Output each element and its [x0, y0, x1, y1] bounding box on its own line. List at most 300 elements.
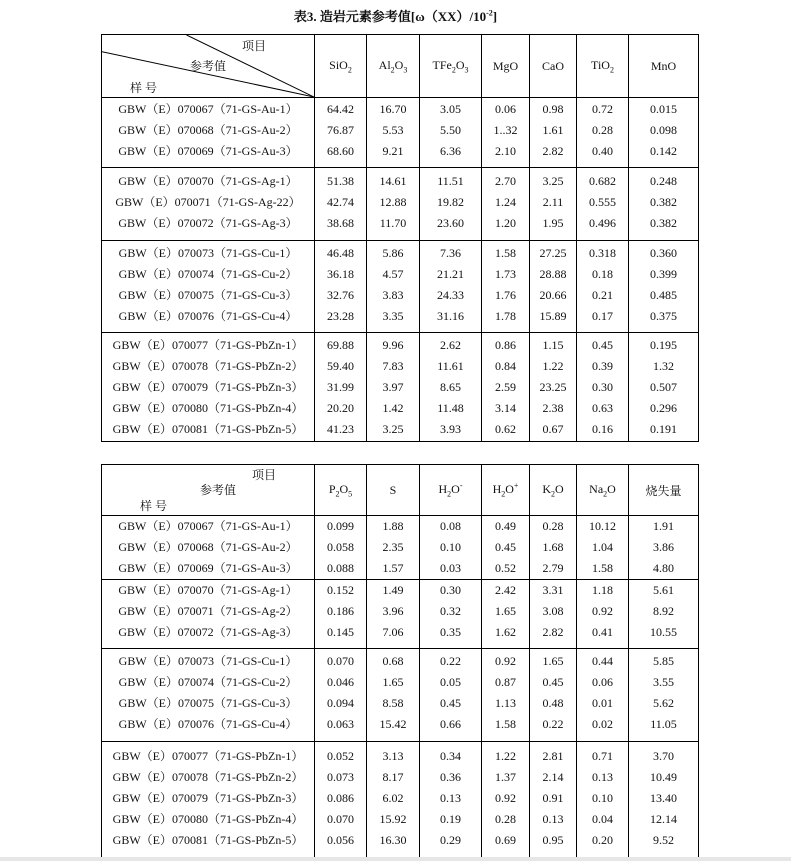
sample-id: GBW（E）070074（71-GS-Cu-2） [118, 675, 298, 689]
sample-id: GBW（E）070073（71-GS-Cu-1） [118, 654, 298, 668]
column-header [315, 35, 367, 98]
value: 10.49 [650, 770, 677, 784]
subscript: 2 [447, 489, 452, 499]
value-cell [482, 333, 530, 442]
value: 42.74 [327, 195, 354, 209]
sample-id: GBW（E）070077（71-GS-PbZn-1） [112, 338, 304, 352]
value: 0.44 [592, 654, 613, 668]
value: 0.67 [542, 422, 564, 436]
value-cell [367, 580, 420, 649]
value-cell [367, 98, 420, 168]
formula-part: MnO [650, 58, 677, 73]
value: 0.555 [589, 195, 616, 209]
value: 0.02 [592, 717, 613, 731]
value: 0.72 [592, 102, 613, 116]
value: 9.96 [382, 338, 404, 352]
value: 3.55 [653, 675, 674, 689]
value: 0.399 [650, 267, 677, 281]
value: 0.186 [327, 604, 354, 618]
value-cell [577, 333, 629, 442]
formula-part: SiO [329, 57, 348, 72]
value: 0.32 [440, 604, 461, 618]
column-header [577, 465, 629, 516]
diagonal-header-cell [102, 35, 315, 98]
value-cell [420, 649, 482, 742]
formula-part: TFe [432, 57, 452, 72]
value: 0.03 [440, 561, 461, 575]
header-label-sample: 样 号 [130, 81, 158, 95]
value: 0.063 [327, 717, 354, 731]
value: 0.92 [495, 791, 516, 805]
value: 0.40 [592, 144, 613, 158]
subscript: 5 [348, 489, 353, 499]
value: 3.86 [653, 540, 674, 554]
column-header [577, 35, 629, 98]
value-cell [315, 742, 367, 859]
value-cell [530, 168, 577, 241]
diagonal-header-cell [102, 465, 315, 516]
value: 0.08 [440, 519, 461, 533]
value: 1.57 [382, 561, 404, 575]
value: 4.57 [382, 267, 404, 281]
value: 1.32 [653, 359, 674, 373]
value: 1.65 [495, 604, 516, 618]
value: 0.06 [592, 675, 613, 689]
subscript: 2 [451, 65, 456, 75]
column-header [367, 35, 420, 98]
sample-group-row [102, 168, 699, 241]
value: 11.61 [437, 359, 464, 373]
value: 0.099 [327, 519, 354, 533]
value: 6.02 [382, 791, 404, 805]
value: 3.35 [382, 309, 404, 323]
value: 0.318 [589, 246, 616, 260]
value-cell [629, 98, 699, 168]
value: 0.13 [542, 812, 564, 826]
subscript: 2 [603, 489, 608, 499]
value: 0.06 [495, 102, 516, 116]
value: 0.098 [650, 123, 677, 137]
sample-id-cell [102, 580, 315, 649]
page-bottom-edge [0, 857, 791, 861]
column-header [482, 465, 530, 516]
sample-id: GBW（E）070070（71-GS-Ag-1） [118, 583, 298, 597]
value: 0.68 [382, 654, 404, 668]
subscript: 2 [335, 489, 340, 499]
value: 0.39 [592, 359, 613, 373]
formula-part: O [394, 57, 404, 72]
value: 0.69 [495, 833, 516, 847]
value: 19.82 [437, 195, 464, 209]
value-cell [482, 98, 530, 168]
value: 0.507 [650, 380, 677, 394]
value-cell [367, 333, 420, 442]
value: 0.16 [592, 422, 613, 436]
formula-part: TiO [591, 57, 610, 72]
value: 0.91 [542, 791, 564, 805]
value: 1.15 [542, 338, 564, 352]
value-cell [629, 516, 699, 580]
value-cell [530, 333, 577, 442]
value: 38.68 [327, 216, 354, 230]
value: 20.20 [327, 401, 354, 415]
value: 2.38 [542, 401, 564, 415]
value: 8.58 [382, 696, 404, 710]
subscript: + [513, 481, 519, 491]
value: 76.87 [327, 123, 354, 137]
value: 12.14 [650, 812, 677, 826]
column-header [482, 35, 530, 98]
value: 0.296 [650, 401, 677, 415]
subscript: 3 [464, 65, 469, 75]
sample-id: GBW（E）070075（71-GS-Cu-3） [118, 696, 298, 710]
value: 1.61 [542, 123, 564, 137]
value: 0.10 [592, 791, 613, 805]
value: 0.20 [592, 833, 613, 847]
value-cell [367, 241, 420, 333]
subscript: 3 [403, 65, 408, 75]
value: 1.91 [653, 519, 674, 533]
value-cell [367, 168, 420, 241]
sample-group-row [102, 649, 699, 742]
value: 5.86 [382, 246, 404, 260]
value-cell [629, 580, 699, 649]
value: 3.05 [440, 102, 461, 116]
subscript: 2 [551, 489, 555, 499]
value: 0.01 [592, 696, 613, 710]
value: 1.04 [592, 540, 613, 554]
value: 51.38 [327, 174, 354, 188]
sample-id: GBW（E）070078（71-GS-PbZn-2） [112, 359, 304, 373]
value: 0.046 [327, 675, 354, 689]
value-cell [420, 516, 482, 580]
value: 3.97 [382, 380, 404, 394]
value: 2.14 [542, 770, 564, 784]
value: 12.88 [379, 195, 407, 209]
value: 0.34 [440, 749, 461, 763]
sample-id: GBW（E）070080（71-GS-PbZn-4） [112, 401, 304, 415]
sample-id-cell [102, 241, 315, 333]
sample-id-cell [102, 333, 315, 442]
value: 1.37 [495, 770, 516, 784]
value: 36.18 [327, 267, 354, 281]
header-label-sample: 样 号 [140, 499, 168, 513]
sample-group-row [102, 580, 699, 649]
value: 2.62 [440, 338, 461, 352]
value-cell [315, 580, 367, 649]
value: 14.61 [379, 174, 407, 188]
sample-id: GBW（E）070069（71-GS-Au-3） [118, 144, 298, 158]
sample-group-row [102, 98, 699, 168]
value: 0.496 [589, 216, 616, 230]
column-header [315, 465, 367, 516]
value-cell [367, 649, 420, 742]
value: 0.30 [440, 583, 461, 597]
value: 9.52 [653, 833, 674, 847]
value: 0.382 [650, 216, 677, 230]
sample-id: GBW（E）070077（71-GS-PbZn-1） [112, 749, 304, 763]
value: 1.78 [495, 309, 516, 323]
value-cell [577, 742, 629, 859]
value: 10.55 [650, 625, 677, 639]
subscript: 2 [390, 65, 395, 75]
value: 2.81 [542, 749, 564, 763]
value: 1.62 [495, 625, 516, 639]
sample-group-row [102, 241, 699, 333]
value: 0.66 [440, 717, 461, 731]
sample-id: GBW（E）070079（71-GS-PbZn-3） [112, 791, 304, 805]
value: 0.29 [440, 833, 461, 847]
value-cell [530, 241, 577, 333]
sample-id: GBW（E）070068（71-GS-Au-2） [118, 540, 298, 554]
value: 0.30 [592, 380, 613, 394]
value: 15.89 [539, 309, 567, 323]
value: 0.058 [327, 540, 354, 554]
value: 7.06 [382, 625, 404, 639]
value-cell [577, 98, 629, 168]
value: 0.682 [589, 174, 616, 188]
value: 0.92 [495, 654, 516, 668]
value-cell [315, 649, 367, 742]
value-cell [420, 333, 482, 442]
sample-id: GBW（E）070071（71-GS-Ag-22） [115, 195, 301, 209]
column-header [530, 35, 577, 98]
subscript: 2 [347, 65, 352, 75]
value: 15.42 [379, 717, 407, 731]
sample-id: GBW（E）070081（71-GS-PbZn-5） [112, 422, 304, 436]
value: 1.49 [382, 583, 404, 597]
value-cell [577, 649, 629, 742]
sample-id: GBW（E）070075（71-GS-Cu-3） [118, 288, 298, 302]
value: 41.23 [327, 422, 354, 436]
value: 0.62 [495, 422, 516, 436]
value-cell [577, 516, 629, 580]
value: 0.056 [327, 833, 354, 847]
formula-part: K [542, 481, 551, 496]
formula-part: O [505, 482, 514, 497]
value: 0.094 [327, 696, 354, 710]
value: 0.17 [592, 309, 613, 323]
value: 0.22 [440, 654, 461, 668]
value: 2.82 [542, 625, 564, 639]
value: 0.87 [495, 675, 516, 689]
value: 0.142 [650, 144, 677, 158]
value: 32.76 [327, 288, 354, 302]
value: 21.21 [437, 267, 464, 281]
sample-id: GBW（E）070070（71-GS-Ag-1） [118, 174, 298, 188]
sample-id: GBW（E）070073（71-GS-Cu-1） [118, 246, 298, 260]
sample-id-cell [102, 516, 315, 580]
value: 1.73 [495, 267, 516, 281]
value: 0.48 [542, 696, 564, 710]
value: 0.070 [327, 654, 354, 668]
value: 2.35 [382, 540, 404, 554]
value-cell [530, 580, 577, 649]
value: 0.485 [650, 288, 677, 302]
value-cell [482, 580, 530, 649]
value: 0.95 [542, 833, 564, 847]
value-cell [315, 98, 367, 168]
value: 0.191 [650, 422, 677, 436]
value-cell [577, 580, 629, 649]
value: 16.70 [379, 102, 407, 116]
value: 0.088 [327, 561, 354, 575]
value: 23.60 [437, 216, 464, 230]
value: 1.65 [382, 675, 404, 689]
value: 0.71 [592, 749, 613, 763]
value: 2.11 [542, 195, 564, 209]
value: 23.25 [539, 380, 567, 394]
value: 20.66 [539, 288, 567, 302]
value: 0.375 [650, 309, 677, 323]
column-header [420, 35, 482, 98]
value: 2.10 [495, 144, 516, 158]
value: 10.12 [589, 519, 616, 533]
value: 0.86 [495, 338, 516, 352]
column-header [420, 465, 482, 516]
value: 0.360 [650, 246, 677, 260]
value: 69.88 [327, 338, 354, 352]
value: 11.05 [650, 717, 677, 731]
column-header [629, 35, 699, 98]
header-row [102, 35, 699, 98]
value: 8.65 [440, 380, 461, 394]
header-label-item: 项目 [242, 39, 267, 53]
formula-part: 烧失量 [645, 483, 682, 498]
value: 1.58 [495, 717, 516, 731]
value-cell [530, 649, 577, 742]
value: 0.98 [542, 102, 564, 116]
value: 0.18 [592, 267, 613, 281]
value-cell [420, 580, 482, 649]
sample-id: GBW（E）070068（71-GS-Au-2） [118, 123, 298, 137]
value: 0.35 [440, 625, 461, 639]
major-elements-table-2 [101, 464, 699, 859]
value-cell [482, 168, 530, 241]
value-cell [577, 168, 629, 241]
value: 1.58 [592, 561, 613, 575]
header-row [102, 465, 699, 516]
table-caption: 表3. 造岩元素参考值$[\omega(XX)/10^{-2}]$ [293, 8, 498, 24]
column-header [367, 465, 420, 516]
value: 0.28 [592, 123, 613, 137]
value: 7.36 [440, 246, 461, 260]
formula-part: MgO [492, 58, 519, 73]
value-cell [315, 241, 367, 333]
value-cell [629, 333, 699, 442]
value: 4.80 [653, 561, 674, 575]
value: 0.152 [327, 583, 354, 597]
value: 0.36 [440, 770, 461, 784]
value: 1.42 [382, 401, 404, 415]
value: 0.45 [592, 338, 613, 352]
value: 3.13 [382, 749, 404, 763]
sample-group-row [102, 516, 699, 580]
value: 5.62 [653, 696, 674, 710]
value: 1.68 [542, 540, 564, 554]
value: 3.93 [440, 422, 461, 436]
value: 28.88 [539, 267, 567, 281]
value-cell [482, 516, 530, 580]
formula-part: S [389, 482, 397, 497]
sample-id: GBW（E）070078（71-GS-PbZn-2） [112, 770, 304, 784]
formula-part: P [328, 481, 336, 496]
sample-id: GBW（E）070076（71-GS-Cu-4） [118, 309, 298, 323]
formula-part: O [607, 481, 616, 496]
sample-id: GBW（E）070072（71-GS-Ag-3） [118, 216, 298, 230]
value: 23.28 [327, 309, 354, 323]
value: 0.84 [495, 359, 516, 373]
value: 0.04 [592, 812, 613, 826]
column-header [530, 465, 577, 516]
value: 1.88 [382, 519, 404, 533]
value: 0.13 [592, 770, 613, 784]
formula-part: O [451, 482, 460, 497]
value: 0.28 [542, 519, 564, 533]
column-header [629, 465, 699, 516]
sample-id: GBW（E）070067（71-GS-Au-1） [118, 102, 298, 116]
value-cell [629, 742, 699, 859]
value: 0.45 [495, 540, 516, 554]
formula-part: O [555, 481, 564, 496]
sample-id: GBW（E）070074（71-GS-Cu-2） [118, 267, 298, 281]
value: 0.05 [440, 675, 461, 689]
value: 3.25 [382, 422, 404, 436]
value: 0.10 [440, 540, 461, 554]
value: 0.073 [327, 770, 354, 784]
value: 9.21 [382, 144, 404, 158]
formula-part: Na [589, 481, 604, 496]
value: 3.25 [542, 174, 564, 188]
value: 2.59 [495, 380, 516, 394]
value-cell [629, 168, 699, 241]
sample-id: GBW（E）070071（71-GS-Ag-2） [118, 604, 298, 618]
sample-id: GBW（E）070072（71-GS-Ag-3） [118, 625, 298, 639]
value: 0.22 [542, 717, 564, 731]
value: 1.58 [495, 246, 516, 260]
value: 31.16 [437, 309, 464, 323]
value: 5.50 [440, 123, 461, 137]
sample-id: GBW（E）070067（71-GS-Au-1） [118, 519, 298, 533]
subscript: 2 [609, 65, 614, 75]
value-cell [530, 516, 577, 580]
value: 8.17 [382, 770, 404, 784]
value-cell [315, 333, 367, 442]
value: 2.70 [495, 174, 516, 188]
value: 3.70 [653, 749, 674, 763]
value: 0.45 [440, 696, 461, 710]
value: 1.22 [495, 749, 516, 763]
value: 3.14 [495, 401, 516, 415]
value: 59.40 [327, 359, 354, 373]
sample-group-row [102, 742, 699, 859]
value: 8.92 [653, 604, 674, 618]
value-cell [420, 742, 482, 859]
value: 7.83 [382, 359, 404, 373]
sample-id: GBW（E）070076（71-GS-Cu-4） [118, 717, 298, 731]
major-elements-table-1 [101, 34, 699, 442]
value: 1.20 [495, 216, 516, 230]
formula-part: O [455, 57, 465, 72]
value-cell [530, 742, 577, 859]
formula-part: CaO [542, 58, 564, 73]
value-cell [420, 168, 482, 241]
value: 0.49 [495, 519, 516, 533]
value: 1.22 [542, 359, 564, 373]
value-cell [530, 98, 577, 168]
formula-part: H [492, 482, 502, 497]
value: 5.53 [382, 123, 404, 137]
